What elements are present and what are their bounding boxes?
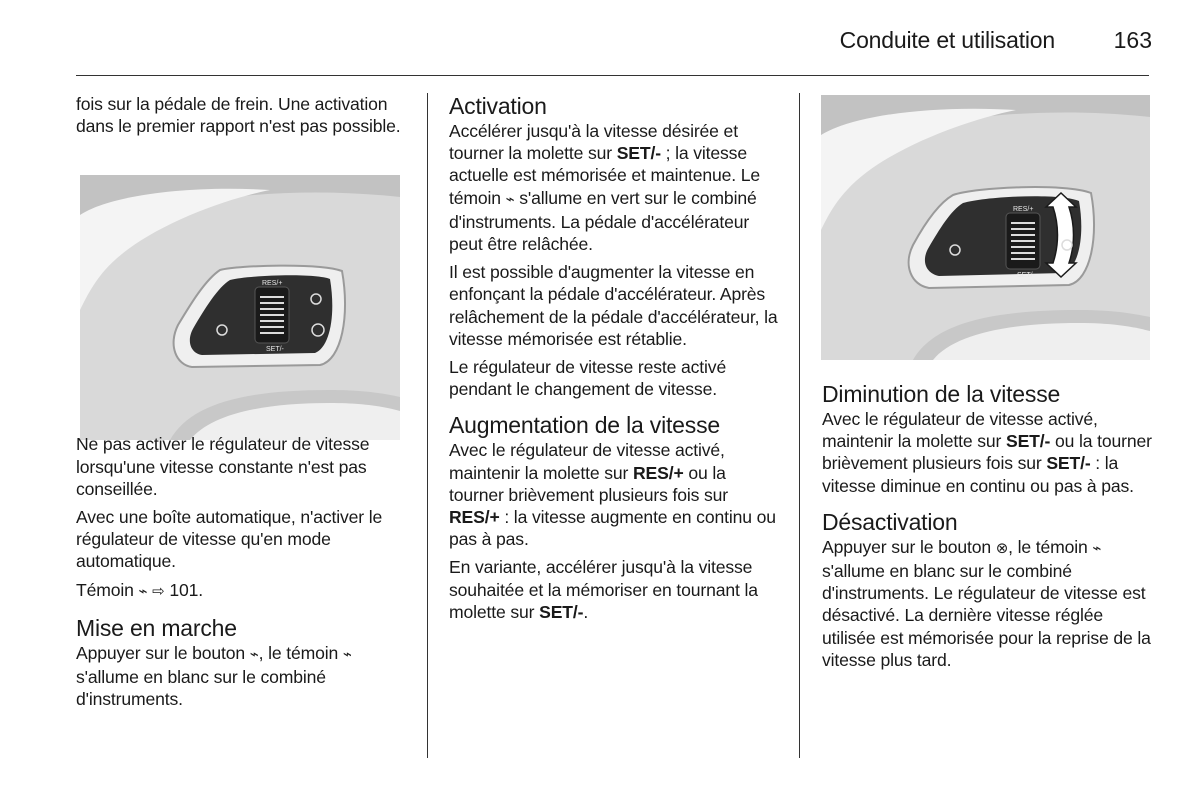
heading-activation: Activation [449,93,547,119]
cruise-control-icon: ⌁ [342,645,352,663]
column-divider-2 [799,93,800,758]
cruise-control-icon: ⌁ [138,582,148,600]
paragraph-variante: En variante, accélérer jusqu'à la vitesse souhaitée et la mémoriser en tournant la molette sur SET/-. [449,557,758,622]
column-divider-1 [427,93,428,758]
heading-augmentation: Augmentation de la vitesse [449,412,720,439]
page-reference: 101. [169,579,203,600]
temoin-text: Témoin [76,579,139,600]
paragraph-boite-automatique: Avec une boîte automatique, n'activer le régulateur de vitesse qu'en mode automatique. [76,507,383,572]
paragraph-augmenter: Il est possible d'augmenter la vitesse en enfonçant la pédale d'accélérateur. Après relâchement de la pédale d'accélérateur, la vitesse mémorisée est rétablie. [449,262,778,349]
cruise-control-icon: ⌁ [505,190,515,208]
paragraph-temoin-ref [76,579,406,603]
heading-mise-en-marche: Mise en marche [76,614,237,641]
column-1 [76,93,406,716]
paragraph-mise-en-marche: Appuyer sur le bouton ⌁, le témoin ⌁ s'allume en blanc sur le combiné d'instruments. [76,642,352,710]
heading-diminution: Diminution de la vitesse [822,381,1061,407]
page-reference-arrow-icon: ⇨ [152,582,165,600]
heading-desactivation: Désactivation [822,508,958,535]
column-2 [449,93,781,629]
header-rule [76,75,1149,76]
cruise-control-icon: ⌁ [1092,539,1102,557]
res-label: RES/+ [262,280,283,287]
paragraph-activation: Accélérer jusqu'à la vitesse désirée et tourner la molette sur SET/- ; la vitesse actuelle est mémorisée et maintenue. Le témoin ⌁ s'allume en vert sur le combiné d'instruments. La pédale d'accélérateur peut être relâchée. [449,121,761,255]
res-label-2: RES/+ [1013,206,1034,213]
page-number: 163 [1113,27,1152,53]
paragraph-ne-pas-activer: Ne pas activer le régulateur de vitesse lorsqu'une vitesse constante n'est pas conseillée. [76,434,370,499]
cruise-control-icon: ⌁ [249,645,259,663]
column-3 [822,93,1152,677]
set-label-2: SET/- [1017,272,1035,279]
paragraph-augmentation: Avec le régulateur de vitesse activé, maintenir la molette sur RES/+ ou la tourner brièvement plusieurs fois sur RES/+ : la vitesse augmente en continu ou pas à pas. [449,440,776,550]
cancel-cruise-icon: ⊗ [995,539,1009,557]
paragraph-reste-active: Le régulateur de vitesse reste activé pendant le changement de vitesse. [449,357,727,400]
paragraph-frein: fois sur la pédale de frein. Une activation dans le premier rapport n'est pas possible. [76,94,401,137]
paragraph-desactivation: Appuyer sur le bouton ⊗, le témoin ⌁ s'allume en blanc sur le combiné d'instruments. Le régulateur de vitesse est désactivé. La dernière vitesse réglée utilisée est mémorisée pour la reprise de la vitesse plus tard. [822,536,1151,670]
page-header-title: Conduite et utilisation [839,27,1055,53]
paragraph-diminution: Avec le régulateur de vitesse activé, maintenir la molette sur SET/- ou la tourner brièvement plusieurs fois sur SET/- : la vitesse diminue en continu ou pas à pas. [822,409,1152,496]
set-label: SET/- [266,346,284,353]
